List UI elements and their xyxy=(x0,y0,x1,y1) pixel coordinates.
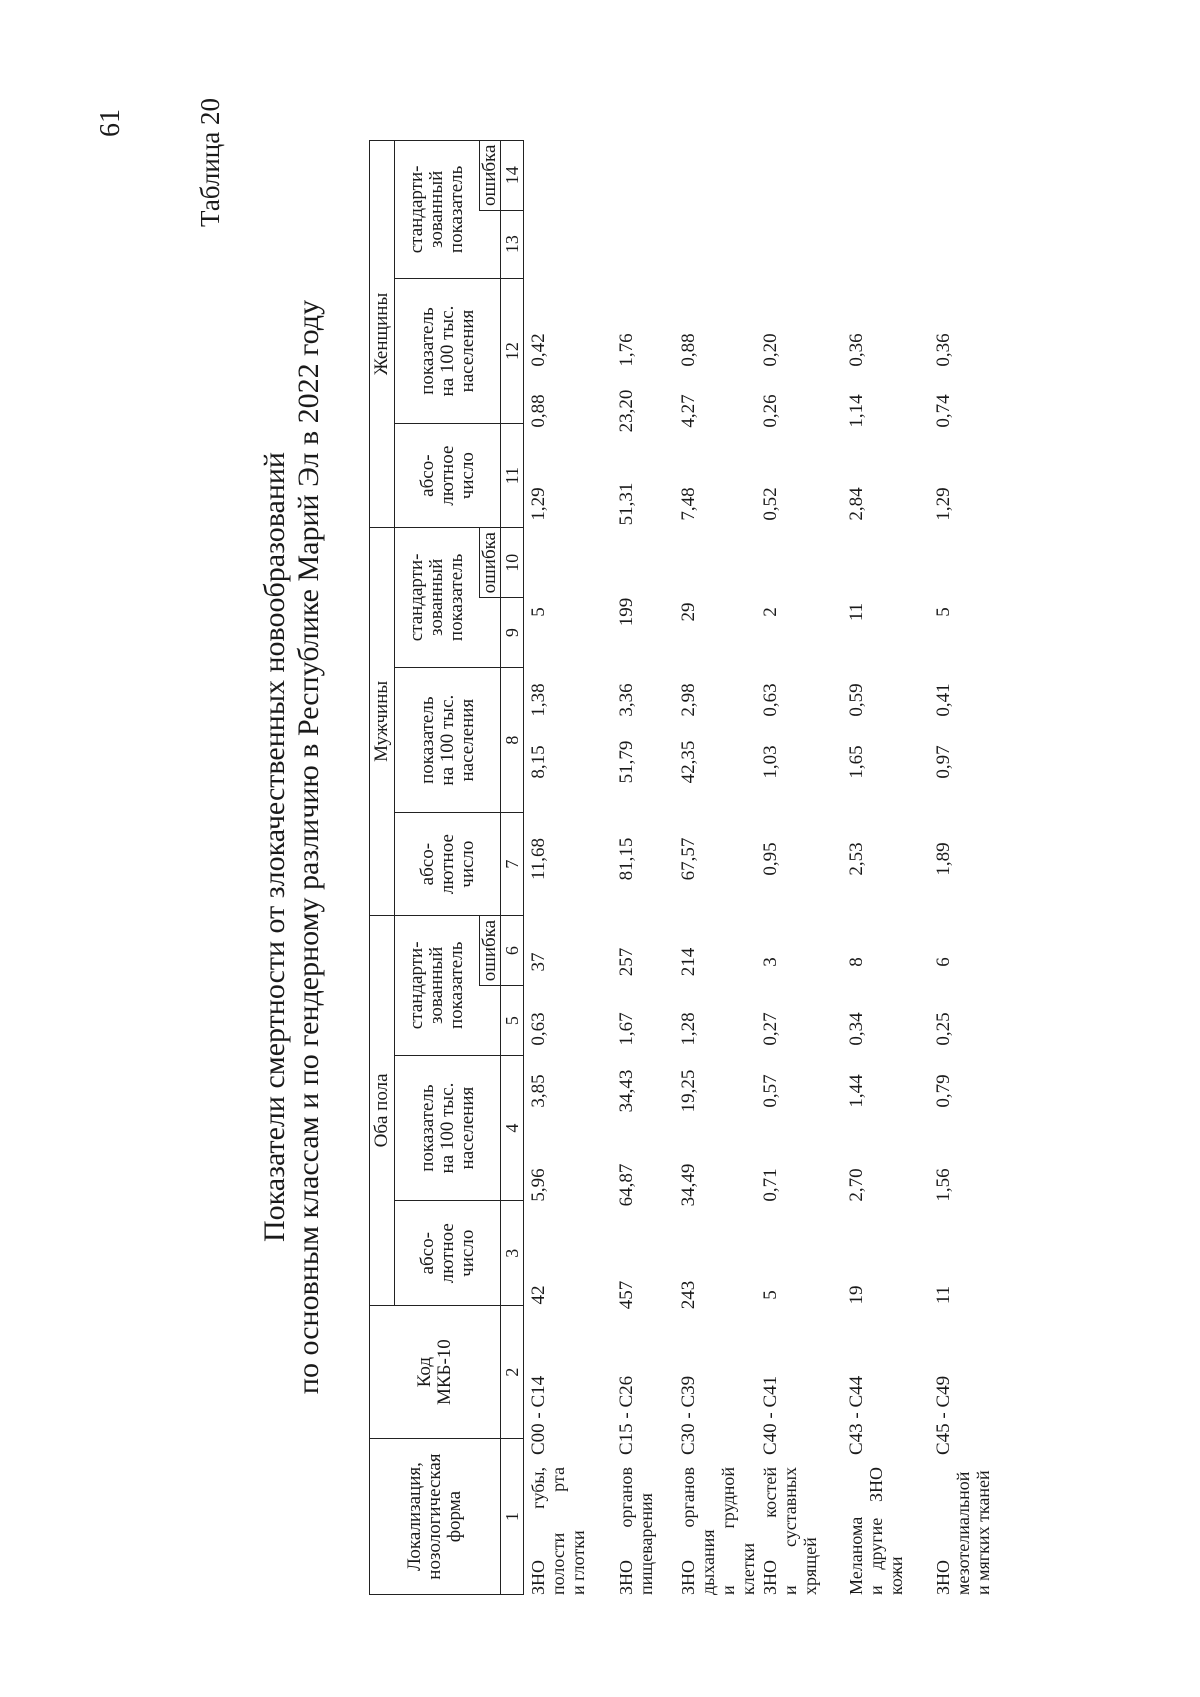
row-value: 1,44 xyxy=(846,1074,867,1108)
row-value: 51,31 xyxy=(616,482,637,526)
row-value: 1,29 xyxy=(528,487,549,521)
table-header xyxy=(369,140,524,1595)
row-value: 0,88 xyxy=(678,333,699,367)
row-value: 19 xyxy=(846,1285,867,1305)
header-group-women: Женщины xyxy=(370,141,395,528)
row-localization: ЗНО мезотелиальной и мягких тканей xyxy=(933,1470,993,1595)
column-number: 5 xyxy=(501,986,524,1055)
row-value: 1,28 xyxy=(678,1012,699,1046)
row-code: С30 - С39 xyxy=(678,1375,699,1455)
row-value: 0,95 xyxy=(760,842,781,876)
header-abs: абсо- лютное число xyxy=(395,813,501,915)
row-value: 34,43 xyxy=(616,1069,637,1113)
column-number: 7 xyxy=(501,813,524,915)
row-localization: Меланома и другие ЗНО кожи xyxy=(846,1467,906,1595)
row-value: 37 xyxy=(528,952,549,972)
header-error: ошибка xyxy=(480,915,501,986)
row-value: 5,96 xyxy=(528,1168,549,1202)
row-value: 6 xyxy=(933,957,954,967)
row-value: 8,15 xyxy=(528,745,549,779)
title-line-2: по основным классам и по гендерному различию в Республике Марий Эл в 2022 году xyxy=(292,299,325,1395)
header-rate: показатель на 100 тыс. населения xyxy=(395,278,501,424)
row-value: 81,15 xyxy=(616,837,637,881)
row-value: 2,53 xyxy=(846,842,867,876)
row-value: 1,89 xyxy=(933,842,954,876)
header-localization: Локализация, нозологическая форма xyxy=(370,1439,501,1595)
row-value: 0,20 xyxy=(760,333,781,367)
header-std: стандарти- зованный показатель xyxy=(395,915,480,1055)
row-value: 0,36 xyxy=(846,333,867,367)
row-value: 3,85 xyxy=(528,1074,549,1108)
row-value: 5 xyxy=(760,1290,781,1300)
row-value: 0,52 xyxy=(760,487,781,521)
column-number: 3 xyxy=(501,1201,524,1306)
row-localization: ЗНО костей и суставных хрящей xyxy=(760,1467,820,1595)
row-value: 1,38 xyxy=(528,683,549,717)
column-number: 12 xyxy=(501,278,524,424)
row-value: 11 xyxy=(846,602,867,622)
header-rate: показатель на 100 тыс. населения xyxy=(395,667,501,813)
row-value: 3,36 xyxy=(616,683,637,717)
row-value: 2,70 xyxy=(846,1168,867,1202)
column-numbers-row xyxy=(501,141,524,1595)
table-title xyxy=(258,97,326,1597)
row-value: 7,48 xyxy=(678,487,699,521)
row-value: 0,74 xyxy=(933,394,954,428)
header-std: стандарти- зованный показатель xyxy=(395,141,480,279)
row-value: 0,79 xyxy=(933,1074,954,1108)
column-number: 8 xyxy=(501,667,524,813)
header-std: стандарти- зованный показатель xyxy=(395,527,480,667)
row-value: 1,76 xyxy=(616,333,637,367)
header-abs: абсо- лютное число xyxy=(395,424,501,528)
column-number: 2 xyxy=(501,1306,524,1439)
header-abs: абсо- лютное число xyxy=(395,1201,501,1306)
title-line-1: Показатели смертности от злокачественных новообразований xyxy=(258,452,291,1242)
row-value: 243 xyxy=(678,1280,699,1310)
row-value: 11 xyxy=(933,1285,954,1305)
row-value: 8 xyxy=(846,957,867,967)
row-value: 0,34 xyxy=(846,1012,867,1046)
row-value: 3 xyxy=(760,957,781,967)
page-number: 61 xyxy=(95,109,126,137)
row-value: 5 xyxy=(528,607,549,617)
row-value: 1,65 xyxy=(846,745,867,779)
row-value: 1,29 xyxy=(933,487,954,521)
row-localization: ЗНО органов пищеварения xyxy=(616,1467,656,1595)
row-value: 64,87 xyxy=(616,1163,637,1207)
row-value: 0,63 xyxy=(760,683,781,717)
row-value: 1,56 xyxy=(933,1168,954,1202)
row-value: 0,97 xyxy=(933,745,954,779)
row-value: 4,27 xyxy=(678,394,699,428)
column-number: 4 xyxy=(501,1055,524,1201)
row-value: 2 xyxy=(760,607,781,617)
row-value: 257 xyxy=(616,947,637,977)
header-group-both: Оба пола xyxy=(370,915,395,1305)
row-value: 0,59 xyxy=(846,683,867,717)
column-number: 6 xyxy=(501,915,524,986)
row-code: С15 - С26 xyxy=(616,1375,637,1455)
row-value: 19,25 xyxy=(678,1069,699,1113)
row-value: 2,84 xyxy=(846,487,867,521)
row-value: 0,36 xyxy=(933,333,954,367)
row-value: 42 xyxy=(528,1285,549,1305)
column-number: 9 xyxy=(501,598,524,667)
column-number: 11 xyxy=(501,424,524,528)
column-number: 1 xyxy=(501,1439,524,1595)
table-label: Таблица 20 xyxy=(195,98,225,227)
row-code: С45 - С49 xyxy=(933,1375,954,1455)
column-number: 13 xyxy=(501,210,524,278)
row-value: 0,88 xyxy=(528,394,549,428)
row-code: С43 - С44 xyxy=(846,1375,867,1455)
row-localization: ЗНО губы, полости рта и глотки xyxy=(528,1467,588,1595)
row-value: 11,68 xyxy=(528,837,549,881)
row-value: 0,42 xyxy=(528,333,549,367)
header-rate: показатель на 100 тыс. населения xyxy=(395,1055,501,1201)
row-value: 1,67 xyxy=(616,1012,637,1046)
row-value: 457 xyxy=(616,1280,637,1310)
row-value: 5 xyxy=(933,607,954,617)
row-value: 0,27 xyxy=(760,1012,781,1046)
row-value: 214 xyxy=(678,947,699,977)
row-value: 51,79 xyxy=(616,740,637,784)
header-group-men: Мужчины xyxy=(370,527,395,915)
row-code: С40 - С41 xyxy=(760,1375,781,1455)
header-code: Код МКБ-10 xyxy=(370,1306,501,1439)
row-value: 1,14 xyxy=(846,394,867,428)
row-value: 0,57 xyxy=(760,1074,781,1108)
row-value: 0,26 xyxy=(760,394,781,428)
row-value: 0,63 xyxy=(528,1012,549,1046)
header-error: ошибка xyxy=(480,527,501,598)
row-value: 23,20 xyxy=(616,389,637,433)
column-number: 14 xyxy=(501,141,524,211)
row-value: 0,25 xyxy=(933,1012,954,1046)
row-code: С00 - С14 xyxy=(528,1375,549,1455)
row-value: 199 xyxy=(616,597,637,627)
row-value: 0,71 xyxy=(760,1168,781,1202)
row-value: 2,98 xyxy=(678,683,699,717)
row-localization: ЗНО органов дыхания и грудной клетки xyxy=(678,1467,758,1595)
column-number: 10 xyxy=(501,527,524,598)
row-value: 34,49 xyxy=(678,1163,699,1207)
row-value: 1,03 xyxy=(760,745,781,779)
header-error: ошибка xyxy=(480,141,501,211)
row-value: 29 xyxy=(678,602,699,622)
row-value: 0,41 xyxy=(933,683,954,717)
row-value: 42,35 xyxy=(678,740,699,784)
row-value: 67,57 xyxy=(678,837,699,881)
